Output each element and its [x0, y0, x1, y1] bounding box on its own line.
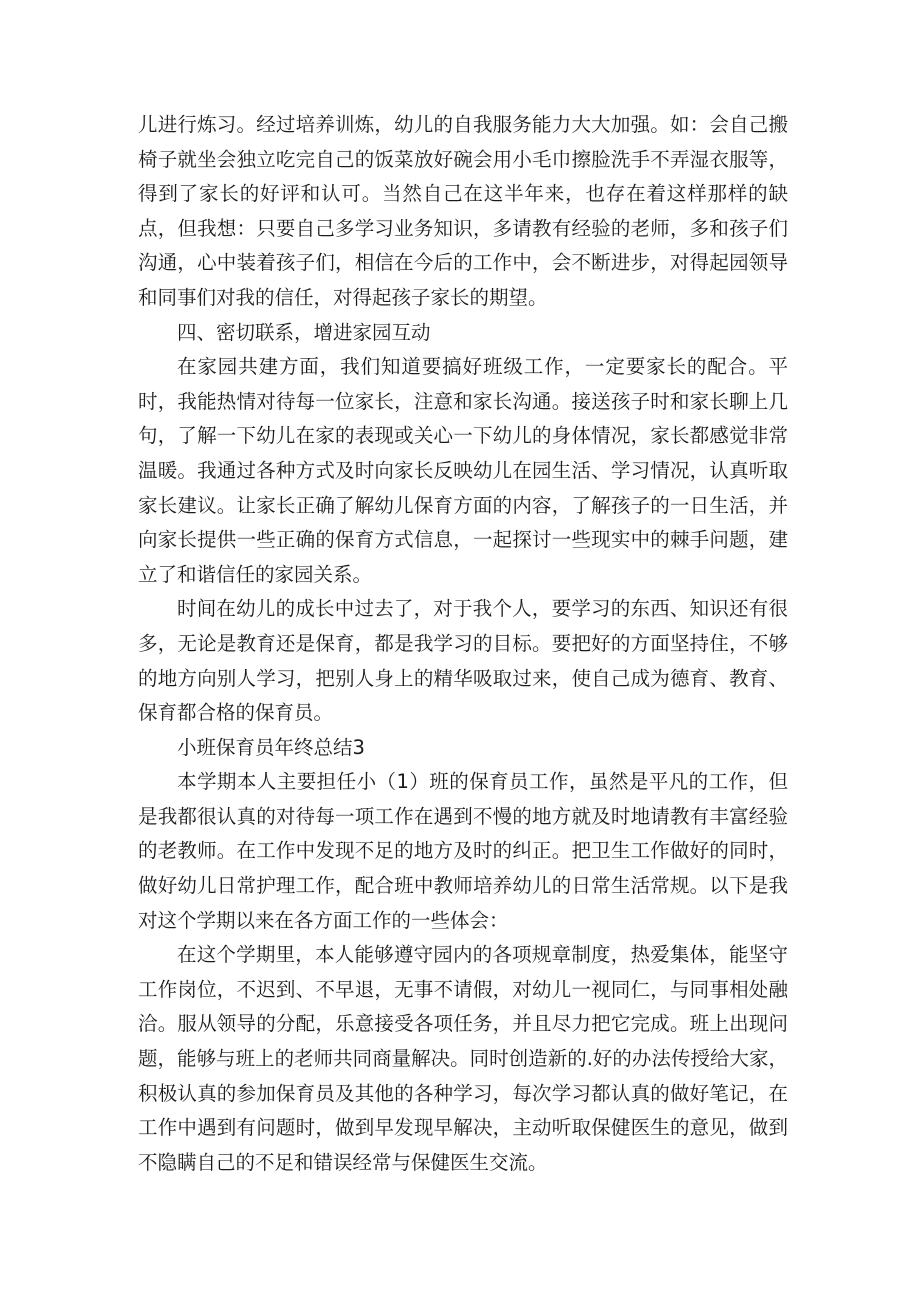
paragraph-home-school: 在家园共建方面，我们知道要搞好班级工作，一定要家长的配合。平时，我能热情对待每一位家长，注意和家长沟通。接送孩子时和家长聊上几句，了解一下幼儿在家的表现或关心一下幼儿的身体情况，家长都感觉非常温暖。我通过各种方式及时向家长反映幼儿在园生活、学习情况，认真听取家长建议。让家长正确了解幼儿保育方面的内容，了解孩子的一日生活，并向家长提供一些正确的保育方式信息，一起探讨一些现实中的棘手问题，建立了和谐信任的家园关系。: [138, 355, 788, 586]
section-heading-home-school: 四、密切联系，增进家园互动: [177, 320, 431, 344]
paragraph-continuation: 儿进行炼习。经过培养训炼，幼儿的自我服务能力大大加强。如：会自己搬椅子就坐会独立吃完自己的饭菜放好碗会用小毛巾擦脸洗手不弄湿衣服等，得到了家长的好评和认可。当然自己在这半年来，也存在着这样那样的缺点，但我想：只要自己多学习业务知识，多请教有经验的老师，多和孩子们沟通，心中装着孩子们，相信在今后的工作中，会不断进步，对得起园领导和同事们对我的信任，对得起孩子家长的期望。: [138, 113, 788, 309]
paragraph-reflection: 时间在幼儿的成长中过去了，对于我个人，要学习的东西、知识还有很多，无论是教育还是保育，都是我学习的目标。要把好的方面坚持住，不够的地方向别人学习，把别人身上的精华吸取过来，使自己成为德育、教育、保育都合格的保育员。: [138, 597, 788, 725]
paragraph-semester-work: 在这个学期里，本人能够遵守园内的各项规章制度，热爱集体，能坚守工作岗位，不迟到、不早退，无事不请假，对幼儿一视同仁，与同事相处融洽。服从领导的分配，乐意接受各项任务，并且尽力把它完成。班上出现问题，能够与班上的老师共同商量解决。同时创造新的.好的办法传授给大家，积极认真的参加保育员及其他的各种学习，每次学习都认真的做好笔记，在工作中遇到有问题时，做到早发现早解决，主动听取保健医生的意见，做到不隐瞒自己的不足和错误经常与保健医生交流。: [138, 943, 788, 1174]
paragraph-semester-intro: 本学期本人主要担任小（1）班的保育员工作，虽然是平凡的工作，但是我都很认真的对待每一项工作在遇到不慢的地方就及时地请教有丰富经验的老教师。在工作中发现不足的地方及时的纠正。把卫生工作做好的同时，做好幼儿日常护理工作，配合班中教师培养幼儿的日常生活常规。以下是我对这个学期以来在各方面工作的一些体会：: [138, 770, 788, 932]
document-body: [138, 108, 788, 1180]
section-heading-summary-3: 小班保育员年终总结3: [177, 735, 365, 759]
